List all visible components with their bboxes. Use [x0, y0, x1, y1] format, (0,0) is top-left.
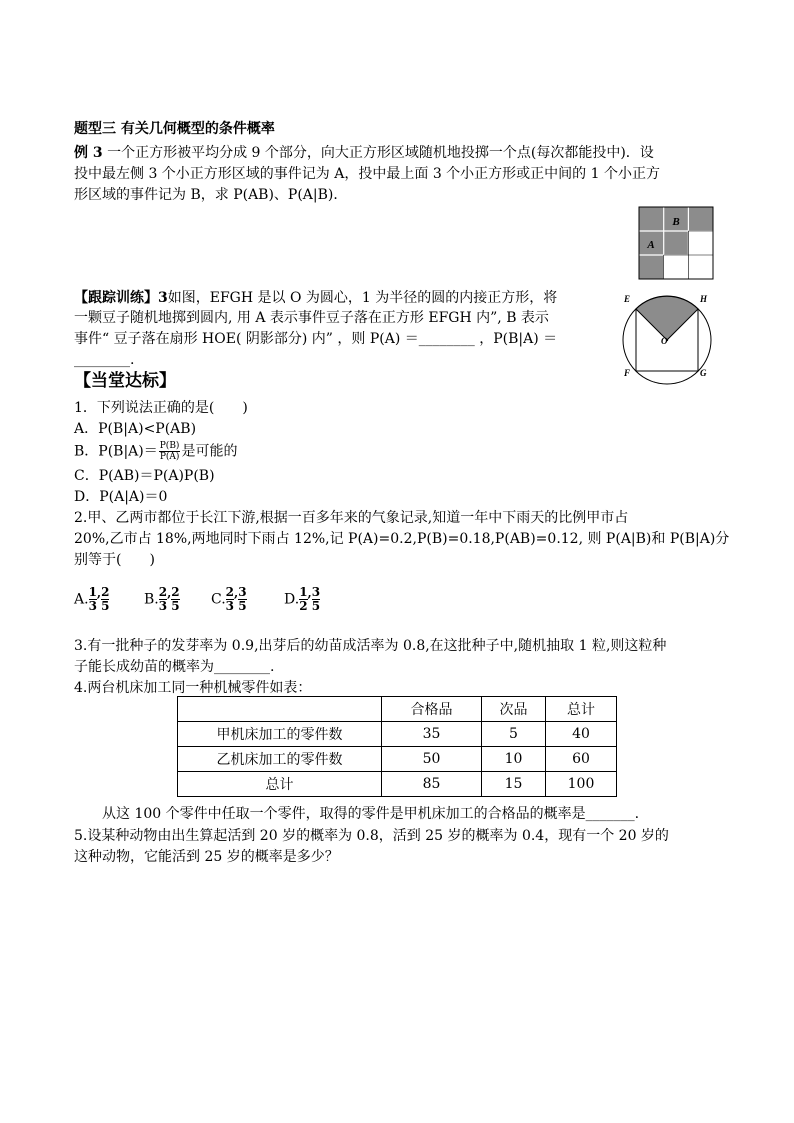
grid-cell-shaded	[639, 255, 664, 279]
example-3-line-2: 投中最左侧 3 个小正方形区域的事件记为 A，投中最上面 3 个小正方形或正中间的 1 个小正方	[74, 166, 660, 182]
q2-option-c: C. $\frac{2}{3}$ , $\frac{3}{5}$	[211, 585, 247, 613]
example-label: 例 3	[74, 145, 103, 161]
point-label-e: E	[624, 294, 631, 304]
q3-line-1: 3.有一批种子的发芽率为 0.9,出芽后的幼苗成活率为 0.8,在这批种子中,随机抽取 1 粒,则这粒种	[74, 638, 667, 654]
q5-line-1: 5.设某种动物由出生算起活到 20 岁的概率为 0.8，活到 25 岁的概率为 0.4，现有一个 20 岁的	[74, 828, 669, 844]
tracking-line-4: ________.	[74, 352, 135, 368]
q4-after-text: 从这 100 个零件中任取一个零件，取得的零件是甲机床加工的合格品的概率是_______.	[102, 806, 640, 822]
tracking-line-2: 一颗豆子随机地掷到圆内, 用 A 表示事件豆子落在正方形 EFGH 内”, B 表示	[74, 310, 549, 326]
grid-cell-shaded	[639, 207, 664, 231]
q1-stem: 1．下列说法正确的是( )	[74, 400, 248, 416]
q4-stem: 4.两台机床加工同一种机械零件如表：	[74, 680, 312, 696]
nine-square-grid-figure	[638, 206, 714, 280]
q1-option-b-fraction: $\frac{P(B)}{P(A)}$	[159, 441, 180, 462]
point-label-f: F	[624, 368, 631, 378]
grid-cell-shaded	[688, 207, 713, 231]
q5-line-2: 这种动物，它能活到 25 岁的概率是多少？	[74, 849, 339, 865]
q1-option-a: A．P(B|A)<P(AB)	[74, 421, 197, 437]
point-label-h: H	[700, 294, 708, 304]
q1-option-c: C．P(AB)＝P(A)P(B)	[74, 468, 215, 484]
grid-cell-shaded	[664, 231, 689, 255]
table-row: 乙机床加工的零件数 50 10 60	[178, 747, 617, 772]
tracking-line-1: 【跟踪训练】3如图，EFGH 是以 O 为圆心，1 为半径的圆的内接正方形，将	[74, 290, 558, 306]
circle-square-figure	[614, 288, 724, 388]
q2-option-d: D. $\frac{1}{2}$ , $\frac{3}{5}$	[284, 585, 321, 613]
classroom-heading: 【当堂达标】	[74, 371, 176, 391]
q2-option-b: B. $\frac{2}{3}$ , $\frac{2}{5}$	[144, 585, 180, 613]
q2-option-a: A. $\frac{1}{3}$ , $\frac{2}{5}$	[74, 585, 110, 613]
table-row: 甲机床加工的零件数 35 5 40	[178, 722, 617, 747]
table-header-row: 合格品 次品 总计	[178, 697, 617, 722]
point-label-g: G	[700, 368, 707, 378]
section-title: 题型三 有关几何概型的条件概率	[74, 121, 275, 137]
grid-label-b: B	[672, 216, 680, 228]
example-3-line-3: 形区域的事件记为 B，求 P(AB)、P(A|B)．	[74, 187, 348, 203]
grid-label-a: A	[647, 239, 655, 251]
machine-parts-table	[177, 696, 617, 797]
table-row: 总计 85 15 100	[178, 772, 617, 797]
q2-line-2: 20%,乙市占 18%,两地同时下雨占 12%,记 P(A)=0.2,P(B)=0.18,P(AB)=0.12, 则 P(A|B)和 P(B|A)分	[74, 531, 730, 547]
shaded-sector	[636, 296, 698, 340]
q2-line-3: 别等于( )	[74, 552, 155, 568]
tracking-label: 【跟踪训练】3	[74, 290, 168, 306]
q2-line-1: 2.甲、乙两市都位于长江下游,根据一百多年来的气象记录,知道一年中下雨天的比例甲市占	[74, 510, 629, 526]
q3-line-2: 子能长成幼苗的概率为________.	[74, 659, 275, 675]
q1-option-b: B．P(B|A)＝ $\frac{P(B)}{P(A)}$ 是可能的	[74, 441, 238, 462]
q1-option-d: D．P(A|A)＝0	[74, 489, 168, 505]
example-3-line-1: 例 3 一个正方形被平均分成 9 个部分，向大正方形区域随机地投掷一个点(每次都能投中)．设	[74, 145, 654, 161]
point-label-o: O	[661, 336, 668, 346]
tracking-line-3: 事件“ 豆子落在扇形 HOE( 阴影部分) 内” ，则 P(A) ＝________ ，P(B|A) ＝	[74, 331, 558, 347]
